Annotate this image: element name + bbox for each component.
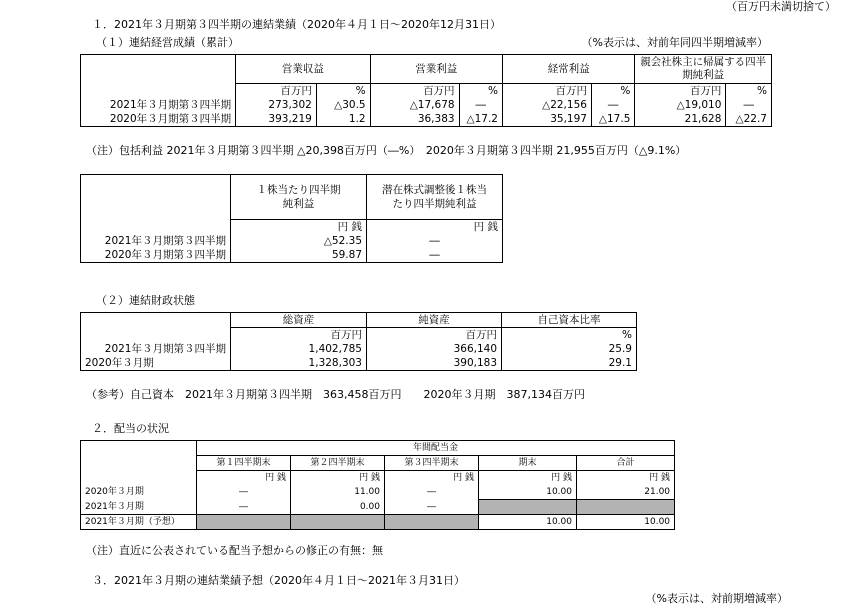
cell: △52.35 bbox=[231, 234, 367, 248]
header-q3: 第３四半期末 bbox=[385, 456, 479, 471]
cell: 25.9 bbox=[502, 342, 637, 356]
shaded-cell bbox=[197, 515, 291, 530]
header-diluted-eps: 潜在株式調整後１株当たり四半期純利益 bbox=[367, 175, 503, 220]
header-equity-ratio: 自己資本比率 bbox=[502, 313, 637, 328]
header-total: 合計 bbox=[577, 456, 675, 471]
cell: ― bbox=[726, 98, 772, 112]
shaded-cell bbox=[385, 515, 479, 530]
cell: ― bbox=[385, 485, 479, 500]
cell: 273,302 bbox=[236, 98, 317, 112]
cell: 29.1 bbox=[502, 356, 637, 371]
unit-cell: 円 銭 bbox=[577, 471, 675, 486]
corner-cell bbox=[81, 313, 231, 328]
unit-cell: 円 銭 bbox=[231, 220, 367, 235]
unit-cell: 百万円 bbox=[370, 84, 459, 99]
cell: 393,219 bbox=[236, 112, 317, 127]
cell: 10.00 bbox=[577, 515, 675, 530]
corner-cell bbox=[81, 55, 236, 84]
section3-title: ３．2021年３月期の連結業績予想（2020年４月１日～2021年３月31日） bbox=[92, 574, 465, 587]
cell: ― bbox=[591, 98, 634, 112]
cell: 59.87 bbox=[231, 248, 367, 263]
shaded-cell bbox=[479, 500, 577, 515]
sub1-title: （１）連結経営成績（累計） bbox=[96, 36, 239, 49]
dividends-table bbox=[80, 440, 675, 530]
row-label: 2020年３月期 bbox=[81, 485, 197, 500]
cell: 35,197 bbox=[503, 112, 592, 127]
table-row bbox=[81, 515, 675, 530]
header-revenue: 営業収益 bbox=[236, 55, 370, 84]
cell: △19,010 bbox=[635, 98, 726, 112]
section3-pct-note: （%表示は、対前期増減率） bbox=[645, 592, 788, 605]
table-row bbox=[81, 342, 637, 356]
financial-position-table bbox=[80, 312, 637, 371]
row-label: 2021年３月期 bbox=[81, 500, 197, 515]
dividend-note: （注）直近に公表されている配当予想からの修正の有無：無 bbox=[86, 544, 383, 557]
unit-note: （百万円未満切捨て） bbox=[726, 0, 836, 13]
table-row bbox=[81, 248, 503, 263]
shaded-cell bbox=[577, 500, 675, 515]
section1-title: １．2021年３月期第３四半期の連結業績（2020年４月１日～2020年12月31日） bbox=[92, 18, 501, 31]
unit-cell: 百万円 bbox=[367, 328, 502, 343]
cell: 366,140 bbox=[367, 342, 502, 356]
header-q2: 第２四半期末 bbox=[291, 456, 385, 471]
cell: 1.2 bbox=[316, 112, 370, 127]
table-row bbox=[81, 356, 637, 371]
shaded-cell bbox=[291, 515, 385, 530]
cell: △17.2 bbox=[459, 112, 502, 127]
unit-cell: % bbox=[502, 328, 637, 343]
header-annual-dividend: 年間配当金 bbox=[197, 441, 675, 456]
header-ordinary-income: 経常利益 bbox=[503, 55, 635, 84]
cell: △17,678 bbox=[370, 98, 459, 112]
cell: ― bbox=[367, 234, 503, 248]
header-year-end: 期末 bbox=[479, 456, 577, 471]
cell: △30.5 bbox=[316, 98, 370, 112]
equity-note: （参考）自己資本 2021年３月期第３四半期 363,458百万円 2020年３月期 387,134百万円 bbox=[86, 388, 585, 401]
row-label: 2021年３月期第３四半期 bbox=[81, 234, 231, 248]
cell: △22.7 bbox=[726, 112, 772, 127]
comprehensive-income-note: （注）包括利益 2021年３月期第３四半期 △20,398百万円（―%） 2020年３月期第３四半期 21,955百万円（△9.1%） bbox=[86, 144, 687, 157]
header-net-income: 親会社株主に帰属する四半期純利益 bbox=[635, 55, 772, 84]
cell: 36,383 bbox=[370, 112, 459, 127]
cell: ― bbox=[385, 500, 479, 515]
row-label: 2021年３月期第３四半期 bbox=[81, 98, 236, 112]
cell: ― bbox=[197, 500, 291, 515]
operating-results-table bbox=[80, 54, 772, 127]
header-q1: 第１四半期末 bbox=[197, 456, 291, 471]
sub2-title: （２）連結財政状態 bbox=[96, 294, 195, 307]
unit-cell: 円 銭 bbox=[367, 220, 503, 235]
cell: 21.00 bbox=[577, 485, 675, 500]
table-row bbox=[81, 234, 503, 248]
row-label: 2021年３月期第３四半期 bbox=[81, 342, 231, 356]
row-label: 2020年３月期第３四半期 bbox=[81, 112, 236, 127]
row-label: 2020年３月期第３四半期 bbox=[81, 248, 231, 263]
cell: ― bbox=[197, 485, 291, 500]
unit-cell: 百万円 bbox=[231, 328, 367, 343]
cell: △22,156 bbox=[503, 98, 592, 112]
header-net-assets: 純資産 bbox=[367, 313, 502, 328]
header-eps: １株当たり四半期純利益 bbox=[231, 175, 367, 220]
unit-cell: 百万円 bbox=[503, 84, 592, 99]
cell: 390,183 bbox=[367, 356, 502, 371]
table-row bbox=[81, 112, 772, 127]
table-row bbox=[81, 485, 675, 500]
unit-cell: 百万円 bbox=[236, 84, 317, 99]
pct-note: （%表示は、対前年同四半期増減率） bbox=[581, 36, 768, 49]
unit-cell: % bbox=[726, 84, 772, 99]
unit-cell: % bbox=[316, 84, 370, 99]
corner-cell bbox=[81, 175, 231, 220]
cell: 1,328,303 bbox=[231, 356, 367, 371]
header-total-assets: 総資産 bbox=[231, 313, 367, 328]
unit-cell: 円 銭 bbox=[385, 471, 479, 486]
cell: 0.00 bbox=[291, 500, 385, 515]
row-label: 2021年３月期（予想） bbox=[81, 515, 197, 530]
cell: 11.00 bbox=[291, 485, 385, 500]
unit-cell: 円 銭 bbox=[291, 471, 385, 486]
row-label: 2020年３月期 bbox=[81, 356, 231, 371]
table-row bbox=[81, 98, 772, 112]
cell: ― bbox=[459, 98, 502, 112]
cell: 10.00 bbox=[479, 485, 577, 500]
cell: 21,628 bbox=[635, 112, 726, 127]
cell: 1,402,785 bbox=[231, 342, 367, 356]
cell: △17.5 bbox=[591, 112, 634, 127]
unit-cell: % bbox=[459, 84, 502, 99]
unit-cell: 百万円 bbox=[635, 84, 726, 99]
unit-cell: 円 銭 bbox=[479, 471, 577, 486]
unit-cell: % bbox=[591, 84, 634, 99]
table-row bbox=[81, 500, 675, 515]
cell: 10.00 bbox=[479, 515, 577, 530]
eps-table bbox=[80, 174, 503, 263]
unit-cell: 円 銭 bbox=[197, 471, 291, 486]
header-operating-income: 営業利益 bbox=[370, 55, 502, 84]
cell: ― bbox=[367, 248, 503, 263]
section2-title: ２．配当の状況 bbox=[92, 422, 169, 435]
